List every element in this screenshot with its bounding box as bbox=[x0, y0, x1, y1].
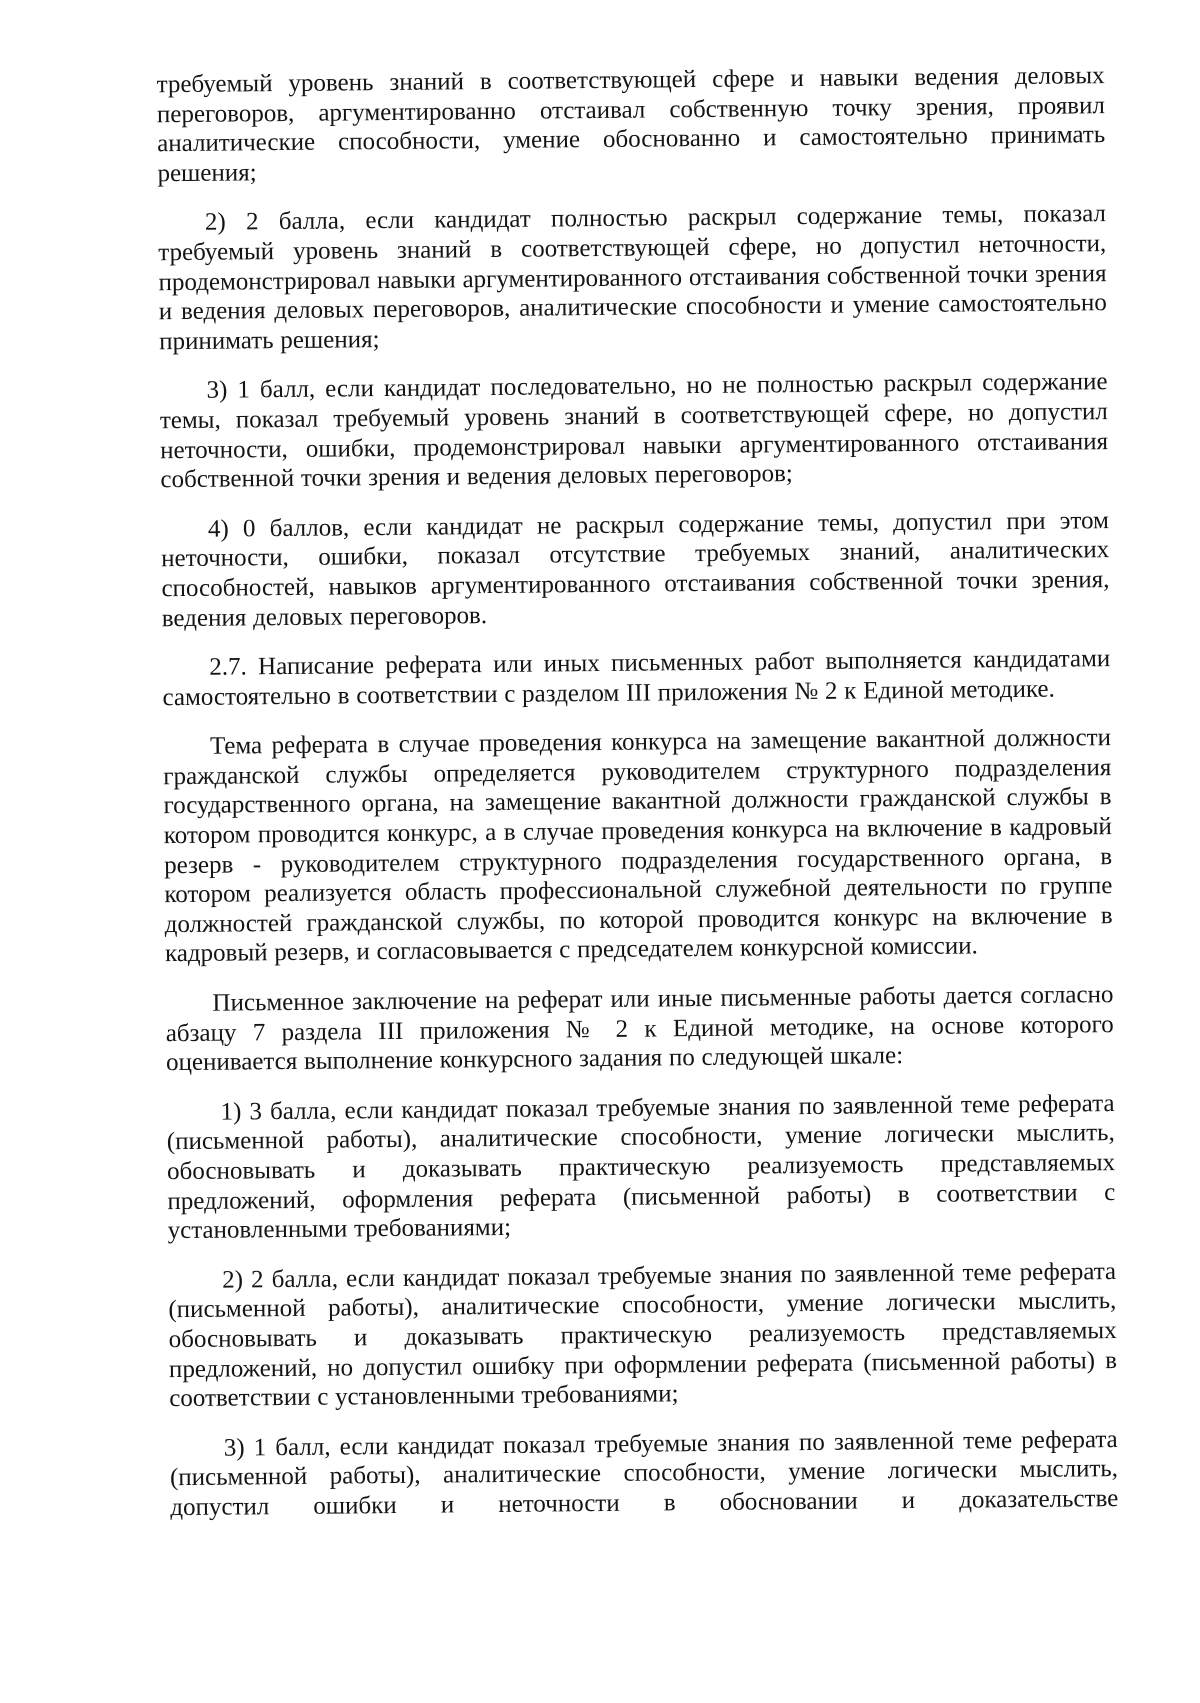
paragraph-score-1-interview: 3) 1 балл, если кандидат последовательно, но не полностью раскрыл содержание темы, показал требуемый уровень знаний в соответствующей сфере, но допустил неточности, ошибки, продемонстрировал навыки аргументированного отстаивания собственной точки зрения и ведения деловых переговоров; bbox=[159, 368, 1109, 494]
document-body bbox=[157, 61, 1119, 1523]
paragraph-score-3-essay: 1) 3 балла, если кандидат показал требуемые знания по заявленной теме реферата (письменной работы), аналитические способности, умение логически мыслить, обосновывать и доказывать практическую реализуемость представляемых предложений, оформления реферата (письменной работы) в соответствии с установленными требованиями; bbox=[166, 1089, 1116, 1245]
paragraph-continuation: требуемый уровень знаний в соответствующей сфере и навыки ведения деловых переговоров, аргументированно отстаивал собственную точку зрения, проявил аналитические способности, умение обоснованно и самостоятельно принимать решения; bbox=[156, 62, 1106, 187]
paragraph-score-0-interview: 4) 0 баллов, если кандидат не раскрыл содержание темы, допустил при этом неточности, ошибки, показал отсутствие требуемых знаний, аналитических способностей, навыков аргументированного отстаивания собственной точки зрения, ведения деловых переговоров. bbox=[161, 506, 1110, 632]
paragraph-section-2-7: 2.7. Написание реферата или иных письменных работ выполняется кандидатами самостоятельно в соответствии с разделом III приложения № 2 к Единой методике. bbox=[162, 645, 1111, 711]
paragraph-score-1-essay: 3) 1 балл, если кандидат показал требуемые знания по заявленной теме реферата (письменной работы), аналитические способности, умение логически мыслить, допустил ошибки и неточности в обосновании и доказательстве bbox=[169, 1425, 1119, 1522]
paragraph-score-2-essay: 2) 2 балла, если кандидат показал требуемые знания по заявленной теме реферата (письменной работы), аналитические способности, умение логически мыслить, обосновывать и доказывать практическую реализуемость представляемых предложений, но допустил ошибку при оформлении реферата (письменной работы) в соответствии с установленными требованиями; bbox=[168, 1257, 1118, 1413]
paragraph-written-conclusion: Письменное заключение на реферат или иные письменные работы дается согласно абзацу 7 раздела III приложения № 2 к Единой методике, на основе которого оценивается выполнение конкурсного задания по следующей шкале: bbox=[165, 981, 1114, 1077]
paragraph-score-2-interview: 2) 2 балла, если кандидат полностью раскрыл содержание темы, показал требуемый уровень знаний в соответствующей сфере, но допустил неточности, продемонстрировал навыки аргументированного отстаивания собственной точки зрения и ведения деловых переговоров, аналитические способности и умение самостоятельно принимать решения; bbox=[158, 200, 1107, 355]
paragraph-essay-topic: Тема реферата в случае проведения конкурса на замещение вакантной должности гражданской службы определяется руководителем структурного подразделения государственного органа, на замещение вакантной должности гражданской службы в котором проводится конкурс, а в случае проведения конкурса на включение в кадровый резерв - руководителем структурного подразделения государственного органа, в котором реализуется область профессиональной служебной деятельности по группе должностей гражданской службы, по которой проводится конкурс на включение в кадровый резерв, и согласовывается с председателем конкурсной комиссии. bbox=[163, 724, 1113, 968]
